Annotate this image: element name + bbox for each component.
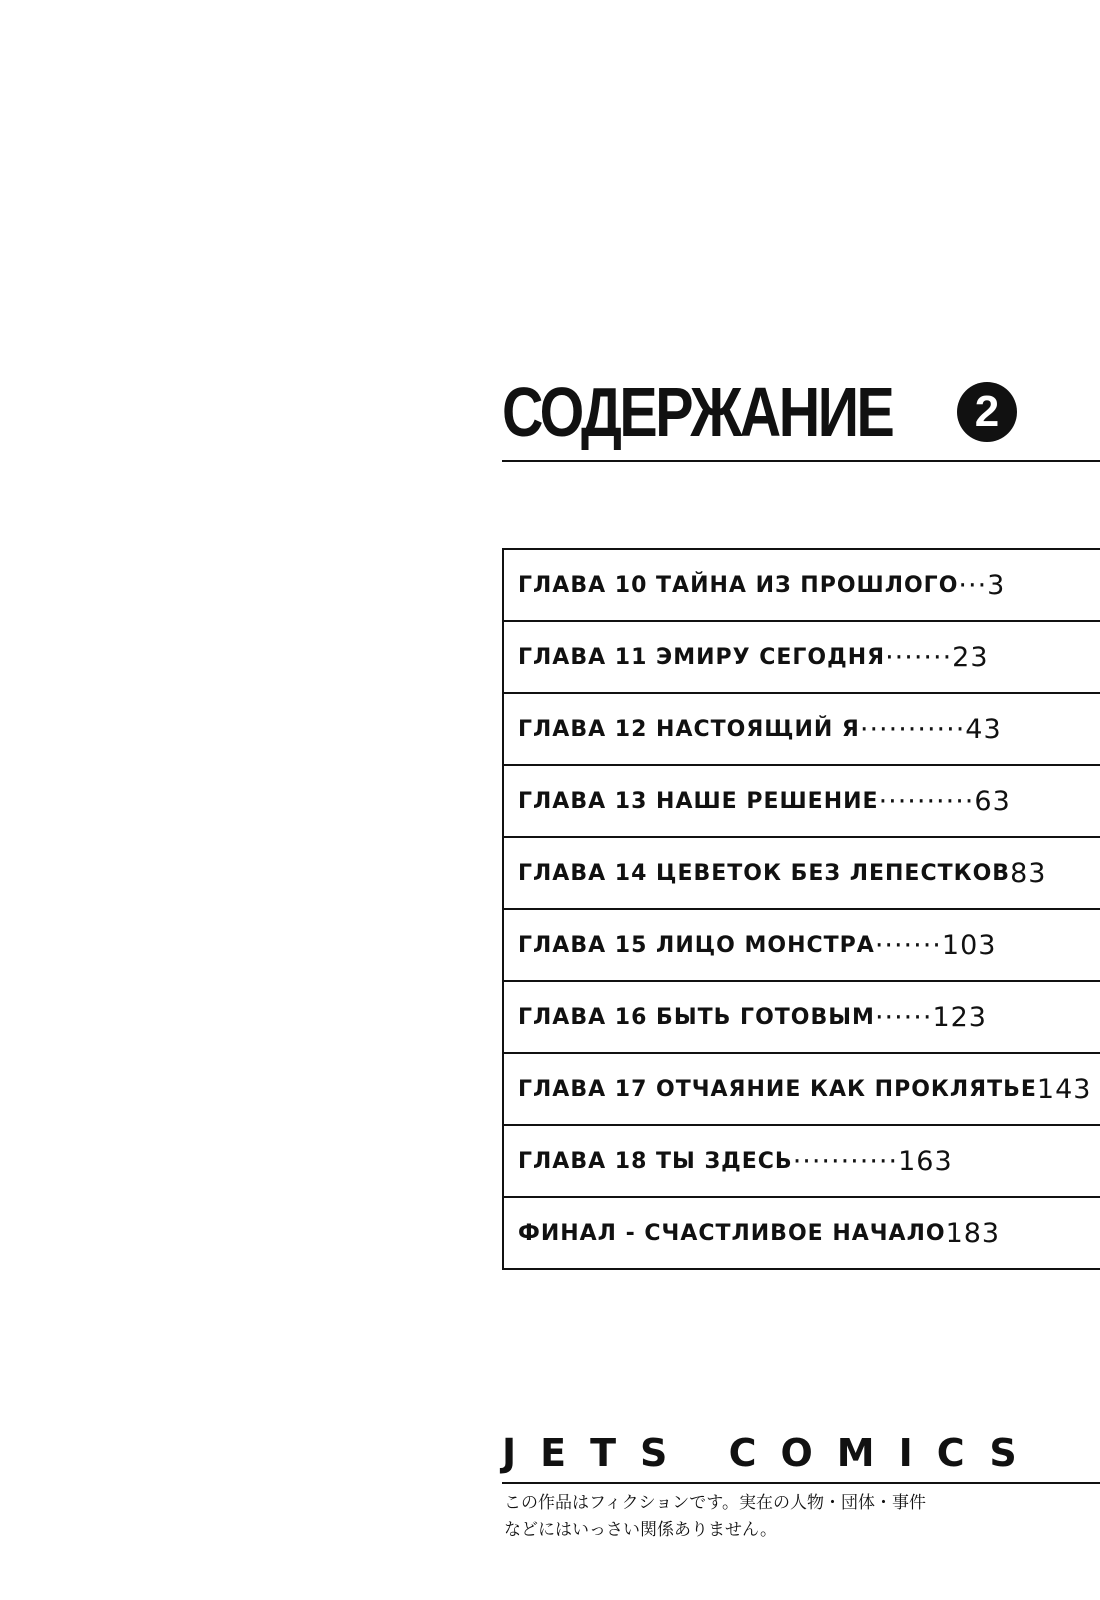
toc-entry-label: ГЛАВА 18 ТЫ ЗДЕСЬ [518,1148,793,1174]
page-title: СОДЕРЖАНИЕ [502,373,893,451]
toc-entry-leader: ······ [874,1001,933,1033]
toc-entry-chapter-13[interactable] [504,766,1100,838]
toc-entry-label: ГЛАВА 15 ЛИЦО МОНСТРА [518,932,875,958]
toc-entry-page: 23 [952,641,989,673]
toc-entry-leader: ··········· [792,1145,899,1177]
toc-entry-label: ГЛАВА 17 ОТЧАЯНИЕ КАК ПРОКЛЯТЬЕ [518,1076,1037,1102]
toc-entry-chapter-14[interactable] [504,838,1100,910]
toc-entry-chapter-15[interactable] [504,910,1100,982]
volume-number-badge: 2 [957,382,1017,442]
toc-entry-page: 143 [1036,1073,1092,1105]
toc-entry-leader: ······· [885,641,953,673]
toc-entry-label: ГЛАВА 16 БЫТЬ ГОТОВЫМ [518,1004,875,1030]
toc-entry-chapter-16[interactable] [504,982,1100,1054]
toc-entry-chapter-12[interactable] [504,694,1100,766]
toc-entry-leader: ··········· [859,713,966,745]
toc-entry-label: ГЛАВА 12 НАСТОЯЩИЙ Я [518,716,860,742]
publisher-brand: JETS COMICS [502,1431,1041,1475]
toc-entry-label: ФИНАЛ - СЧАСТЛИВОЕ НАЧАЛО [518,1220,946,1246]
toc-entry-label: ГЛАВА 14 ЦЕВЕТОК БЕЗ ЛЕПЕСТКОВ [518,860,1011,886]
toc-entry-page: 3 [987,569,1006,601]
toc-entry-page: 43 [965,713,1002,745]
toc-entry-chapter-10[interactable] [504,550,1100,622]
toc-entry-leader: ·········· [878,785,975,817]
toc-entry-chapter-11[interactable] [504,622,1100,694]
toc-entry-page: 183 [945,1217,1001,1249]
toc-entry-page: 83 [1010,857,1047,889]
contents-heading [502,372,1100,460]
toc-entry-chapter-17[interactable] [504,1054,1100,1126]
title-underline [502,460,1100,462]
toc-entry-page: 163 [898,1145,953,1177]
toc-entry-leader: ··· [958,569,988,601]
disclaimer-line-1: この作品はフィクションです。実在の人物・団体・事件 [504,1493,926,1513]
toc-entry-page: 103 [941,929,997,961]
toc-entry-label: ГЛАВА 10 ТАЙНА ИЗ ПРОШЛОГО [518,572,959,598]
disclaimer-line-2: などにはいっさい関係ありません。 [504,1520,778,1540]
toc-entry-finale[interactable] [504,1198,1100,1270]
toc-entry-label: ГЛАВА 11 ЭМИРУ СЕГОДНЯ [518,644,886,670]
toc-entry-page: 63 [974,785,1011,817]
toc-entry-page: 123 [932,1001,987,1033]
toc-entry-leader: ······· [874,929,942,961]
toc-entry-label: ГЛАВА 13 НАШЕ РЕШЕНИЕ [518,788,879,814]
brand-underline [502,1482,1100,1484]
table-of-contents [502,548,1100,1270]
fiction-disclaimer [504,1490,926,1544]
toc-entry-chapter-18[interactable] [504,1126,1100,1198]
